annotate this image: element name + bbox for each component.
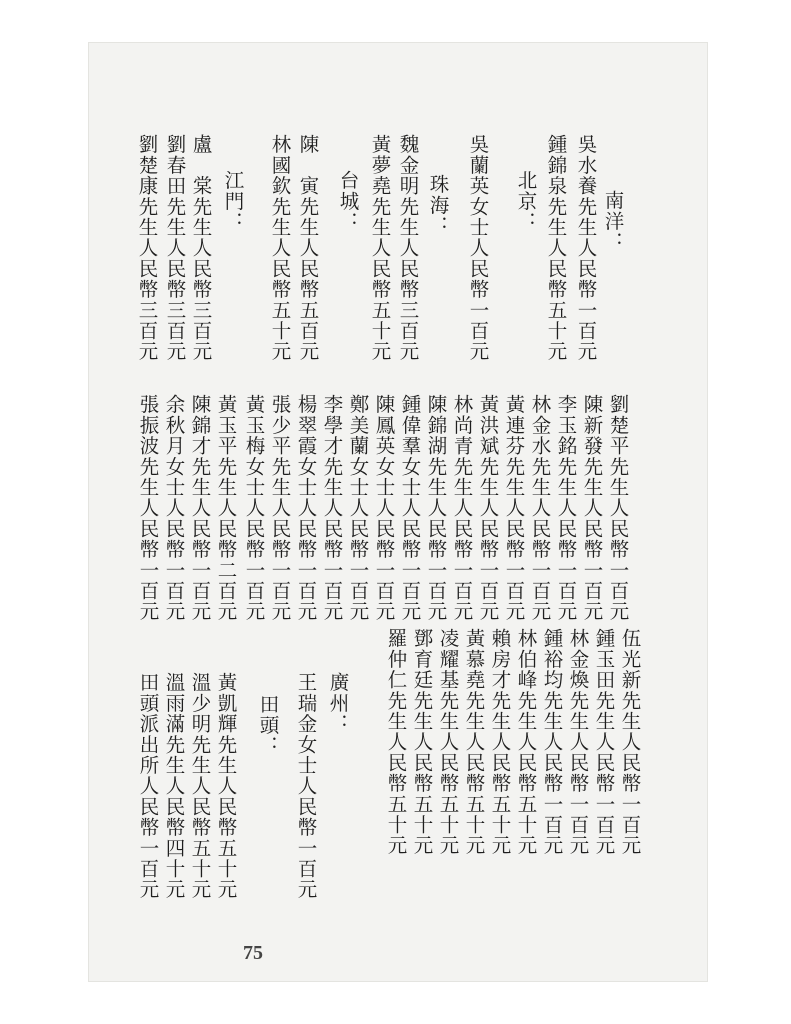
donor-entry: 張少平先生人民幣一百元: [268, 394, 292, 622]
region-heading-nanyang: 南洋：: [601, 190, 625, 253]
donor-entry: 陳 寅先生人民幣五百元: [296, 134, 320, 362]
donor-entry: 劉春田先生人民幣三百元: [163, 134, 187, 362]
region-heading-guangzhou: 廣州：: [326, 672, 350, 735]
donor-entry: 黃夢堯先生人民幣五十元: [368, 134, 392, 362]
donor-entry: 劉楚康先生人民幣三百元: [135, 134, 159, 362]
donor-entry: 鍾玉田先生人民幣一百元: [592, 628, 616, 856]
donor-entry: 伍光新先生人民幣一百元: [618, 628, 642, 856]
region-heading-jiangmen: 江門：: [221, 170, 245, 233]
donor-entry: 王瑞金女士人民幣一百元: [294, 672, 318, 900]
donor-entry: 陳鳳英女士人民幣一百元: [372, 394, 396, 622]
donor-entry: 魏金明先生人民幣三百元: [396, 134, 420, 362]
donor-entry: 陳新發先生人民幣一百元: [580, 394, 604, 622]
donor-entry: 凌耀基先生人民幣五十元: [436, 628, 460, 856]
donor-entry: 楊翠霞女士人民幣一百元: [294, 394, 318, 622]
donor-entry: 劉楚平先生人民幣一百元: [606, 394, 630, 622]
donor-entry: 林國欽先生人民幣五十元: [268, 134, 292, 362]
donor-entry: 黃玉平先生人民幣二百元: [214, 394, 238, 622]
region-heading-taicheng: 台城：: [336, 170, 360, 233]
donor-entry: 余秋月女士人民幣一百元: [162, 394, 186, 622]
donor-entry: 林金水先生人民幣一百元: [528, 394, 552, 622]
donor-entry: 鄧育廷先生人民幣五十元: [410, 628, 434, 856]
donor-entry: 黃洪斌先生人民幣一百元: [476, 394, 500, 622]
donor-entry: 鄭美蘭女士人民幣一百元: [346, 394, 370, 622]
donor-entry: 張振波先生人民幣一百元: [136, 394, 160, 622]
donor-entry: 鍾錦泉先生人民幣五十元: [544, 134, 568, 362]
donor-entry: 賴房才先生人民幣五十元: [488, 628, 512, 856]
region-heading-tiantou: 田頭：: [256, 694, 280, 757]
donor-entry: 田頭派出所人民幣一百元: [136, 672, 160, 900]
donor-entry: 鍾偉羣女士人民幣一百元: [398, 394, 422, 622]
donor-entry: 李學才先生人民幣一百元: [320, 394, 344, 622]
donor-entry: 黃慕堯先生人民幣五十元: [462, 628, 486, 856]
donor-entry: 黃連芬先生人民幣一百元: [502, 394, 526, 622]
scanned-page: [88, 42, 708, 982]
donor-entry: 林尚青先生人民幣一百元: [450, 394, 474, 622]
region-heading-beijing: 北京：: [514, 170, 538, 233]
region-heading-zhuhai: 珠海：: [426, 174, 450, 237]
donor-entry: 溫少明先生人民幣五十元: [188, 672, 212, 900]
donor-entry: 吳蘭英女士人民幣一百元: [466, 134, 490, 362]
donor-entry: 溫雨滿先生人民幣四十元: [162, 672, 186, 900]
donor-entry: 林伯峰先生人民幣五十元: [514, 628, 538, 856]
donor-entry: 黃玉梅女士人民幣一百元: [242, 394, 266, 622]
donor-entry: 陳錦湖先生人民幣一百元: [424, 394, 448, 622]
page-number: 75: [243, 942, 263, 964]
donor-entry: 鍾裕均先生人民幣一百元: [540, 628, 564, 856]
donor-entry: 黃凱輝先生人民幣五十元: [214, 672, 238, 900]
donor-entry: 陳錦才先生人民幣一百元: [188, 394, 212, 622]
donor-entry: 李玉銘先生人民幣一百元: [554, 394, 578, 622]
donor-entry: 盧 棠先生人民幣三百元: [189, 134, 213, 362]
donor-entry: 林金煥先生人民幣一百元: [566, 628, 590, 856]
donor-entry: 羅仲仁先生人民幣五十元: [384, 628, 408, 856]
donor-entry: 吳水養先生人民幣一百元: [574, 134, 598, 362]
